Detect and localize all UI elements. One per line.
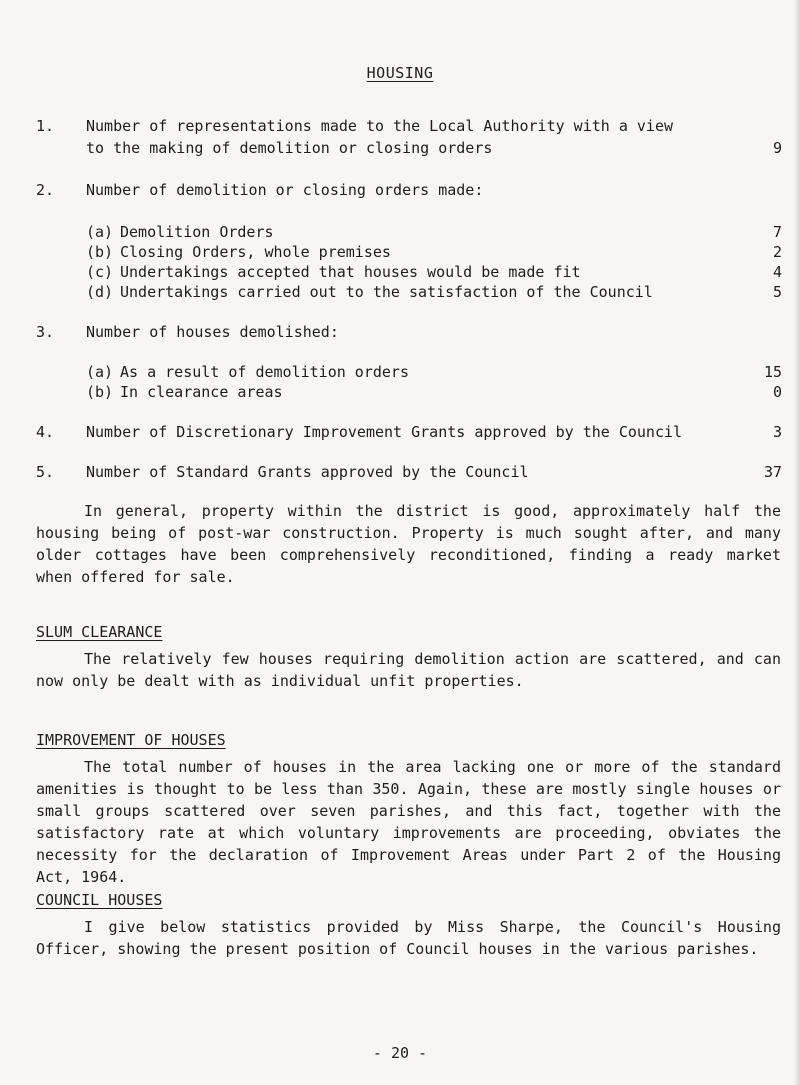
item-value: 3	[772, 423, 782, 441]
item-number: 5.	[36, 463, 55, 481]
sub-item-label: (b)	[86, 383, 114, 401]
sub-item-text: Demolition Orders	[120, 223, 274, 241]
item-text: Number of representations made to the Local Authority with a view	[86, 117, 673, 135]
page-title: HOUSING	[366, 64, 434, 82]
sub-item-text: Closing Orders, whole premises	[120, 243, 391, 261]
sub-item-value: 4	[772, 263, 782, 281]
item-text-continued: to the making of demolition or closing orders	[86, 139, 493, 157]
sub-item-label: (d)	[86, 283, 114, 301]
improvement-paragraph: The total number of houses in the area lacking one or more of the standard amenities is thought to be less than 350. Again, these are mostly single houses or small groups scattered over seven parishes, and this fact, together with the satisfactory rate at which voluntary improvements are proceeding, obviates the necessity for the declaration of Improvement Areas under Part 2 of the Housing Act, 1964.	[36, 758, 781, 886]
sub-item-value: 2	[772, 243, 782, 261]
item-value: 9	[772, 139, 782, 157]
general-paragraph: In general, property within the district is good, approximately half the housing being of post-war construction. Property is much sought after, and many older cottages have been comprehensively reconditioned, finding a ready market when offered for sale.	[36, 502, 781, 586]
sub-item-label: (a)	[86, 223, 114, 241]
item-number: 1.	[36, 117, 55, 135]
slum-clearance-paragraph: The relatively few houses requiring demolition action are scattered, and can now only be dealt with as individual unfit properties.	[36, 650, 781, 690]
sub-item-text: Undertakings carried out to the satisfaction of the Council	[120, 283, 653, 301]
section-heading-slum-clearance: SLUM CLEARANCE	[36, 623, 163, 641]
page-edge-shadow	[794, 0, 800, 1085]
item-text: Number of Standard Grants approved by the Council	[86, 463, 529, 481]
item-number: 3.	[36, 323, 55, 341]
sub-item-text: In clearance areas	[120, 383, 283, 401]
sub-item-value: 7	[772, 223, 782, 241]
sub-item-value: 15	[763, 363, 782, 381]
sub-item-label: (a)	[86, 363, 114, 381]
sub-item-text: As a result of demolition orders	[120, 363, 409, 381]
item-number: 4.	[36, 423, 55, 441]
item-text: Number of Discretionary Improvement Grants approved by the Council	[86, 423, 683, 441]
sub-item-label: (c)	[86, 263, 114, 281]
sub-item-label: (b)	[86, 243, 114, 261]
council-houses-paragraph: I give below statistics provided by Miss Sharpe, the Council's Housing Officer, showing the present position of Council houses in the various parishes.	[36, 918, 781, 958]
section-heading-council-houses: COUNCIL HOUSES	[36, 891, 163, 909]
sub-item-value: 5	[772, 283, 782, 301]
page-number: - 20 -	[372, 1044, 428, 1062]
section-heading-improvement: IMPROVEMENT OF HOUSES	[36, 731, 226, 749]
item-text: Number of houses demolished:	[86, 323, 339, 341]
sub-item-value: 0	[772, 383, 782, 401]
sub-item-text: Undertakings accepted that houses would be made fit	[120, 263, 581, 281]
item-number: 2.	[36, 181, 55, 199]
item-value: 37	[763, 463, 782, 481]
item-text: Number of demolition or closing orders made:	[86, 181, 484, 199]
